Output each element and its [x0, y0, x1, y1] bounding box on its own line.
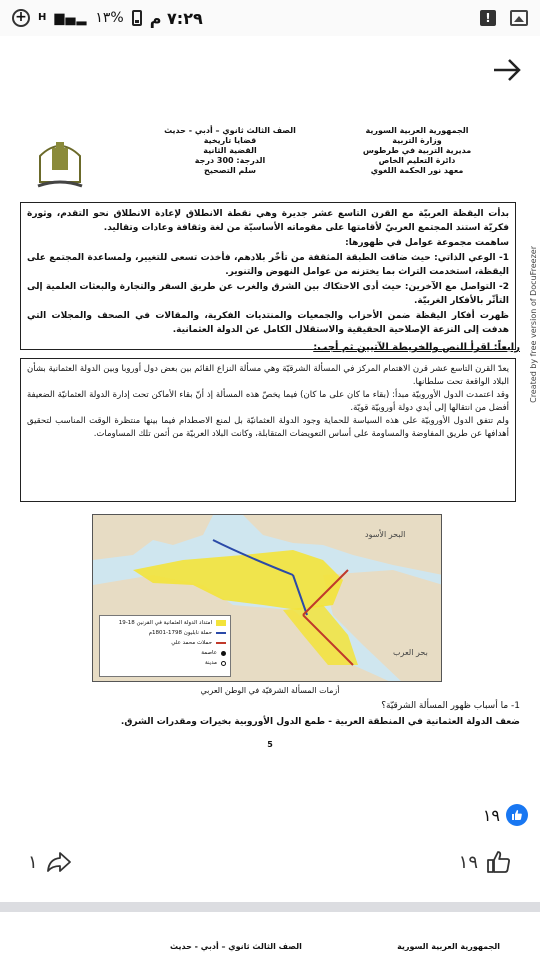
paragraph: ساهمت مجموعة عوامل في ظهورها:: [345, 238, 509, 248]
paragraph: يعدّ القرن التاسع عشر قرن الاهتمام المركز في المسألة الشرقيّة وهي مسألة النزاع القائم بين بعض دول أوروبا وبين الدولة العثمانية بشأن البلاد الواقعة تحت سلطانها.: [27, 364, 509, 387]
thumbs-up-icon: [486, 850, 512, 874]
paragraph: 1- الوعي الذاتي: حيث ضاقت الطبقة المثقفة من تأخّر بلادهم، فأخذت تسعى للتغيير، ولمساعدة المجتمع على اليقظة، استخدمت التراث بما يختزنه من عوامل النهوض والتنوير.: [27, 253, 509, 277]
institute-logo-icon: [30, 134, 90, 194]
alert-icon: !: [480, 10, 496, 26]
next-post-preview[interactable]: [0, 912, 540, 960]
map-legend: [99, 615, 231, 677]
reading-text-box: [20, 358, 516, 502]
paragraph: بدأت اليقظة العربيّة مع القرن التاسع عشر جديرة وهي نقطة الانطلاق لإعادة الانطلاق نحو التقدم، وثورة فكريّة استند المجتمع العربيّ لأقامتها على مقوماته الأساسيّة من لغة وثقافة وعادات وتقاليد.: [27, 209, 509, 233]
section-title: رابعاً: اقرأ النص والخريطة الآتيين ثم أجب:: [313, 342, 520, 353]
historical-map: [92, 514, 442, 682]
header-right: [332, 126, 502, 176]
next-header-right: الجمهورية العربية السورية: [397, 942, 500, 951]
paragraph: ظهرت أفكار اليقظة ضمن الأحزاب والجمعيات والمنتديات الفكرية، والمقالات في الصحف والمجلات التي هدفت إلى النزعة الإصلاحية الحقيقية والاستقلال الكامل عن الدولة العثمانية.: [27, 311, 509, 335]
document-header: [30, 126, 510, 196]
gallery-icon: [510, 10, 528, 26]
sea-label: البحر الأسود: [365, 530, 406, 539]
battery-icon: [132, 10, 142, 26]
header-line: الدرجة: 300 درجة: [194, 156, 266, 165]
status-right: [480, 10, 528, 26]
like-button[interactable]: [459, 850, 512, 874]
top-bar: [0, 36, 540, 106]
header-line: الصف الثالث ثانوي – أدبي - حديث: [164, 126, 296, 135]
header-line: سلم التصحيح: [204, 166, 256, 175]
like-count: ١٩: [482, 805, 500, 825]
forward-arrow-icon[interactable]: [492, 58, 522, 82]
paragraph: وقد اعتمدت الدول الأوروبيّة مبدأ: (بقاء ما كان على ما كان) فيما يخصّ هذه المسألة إذ أنّ بقاء الأماكن تحت إدارة الدولة العثمانيّة الضعيفة أفضل من انتقالها إلى أيدي دولة أوروبيّة قويّة.: [27, 390, 509, 413]
header-line: وزارة التربية: [392, 136, 442, 145]
legend-item: امتداد الدولة العثمانية في القرنين 18-19: [104, 618, 226, 628]
post-divider: [0, 902, 540, 912]
header-line: دائرة التعليم الخاص: [378, 156, 456, 165]
share-button[interactable]: [28, 851, 72, 873]
question-text: 1- ما أسباب ظهور المسألة الشرقيّة؟: [381, 701, 520, 711]
signal-icon: ▂▄▆: [54, 10, 88, 26]
share-count: ١: [28, 851, 38, 873]
map-caption: أزمات المسألة الشرقيّة في الوطن العربي: [200, 686, 340, 695]
side-watermark: Created by free version of DocuFreezer: [529, 246, 538, 403]
header-line: معهد نور الحكمة اللغوي: [370, 166, 464, 175]
post-actions: [0, 838, 540, 886]
answer-box: [20, 202, 516, 350]
answer-text: ضعف الدولة العثمانية في المنطقة العربية - طمع الدول الأوروبية بخيرات ومقدرات الشرق.: [120, 717, 520, 727]
data-saver-icon: +: [12, 9, 30, 27]
like-reaction-icon: [506, 804, 528, 826]
page-number: 5: [267, 740, 273, 749]
like-button-count: ١٩: [458, 851, 478, 873]
next-header-left: الصف الثالث ثانوي – أدبي - حديث: [170, 942, 302, 951]
legend-item: حملة نابليون 1798-1801م: [104, 628, 226, 638]
paragraph: ولم تتفق الدول الأوروبيّة على هذه السياسة للحماية وجود الدولة العثمانيّة بل لمنع الاصطدام فيما بينها منتظرة الوقت المناسب لتحقيق أهدافها عن طريق المفاوضة والمساومة على أساس التعويضات المتقابلة، وكانت البلاد العربيّة من أثمن تلك المساومات.: [27, 416, 509, 439]
status-bar: [0, 0, 540, 36]
share-icon: [46, 851, 72, 873]
paragraph: 2- التواصل مع الآخرين: حيث أدى الاحتكاك بين الشرق والغرب عن طريق السفر والتجارة والبعثات العلمية إلى التأثّر بالأفكار الغربيّة.: [27, 282, 509, 306]
reactions-summary[interactable]: [0, 800, 540, 830]
header-left: [160, 126, 300, 176]
header-line: القضية الثانية: [203, 146, 257, 155]
header-line: قضايا تاريخية: [203, 136, 257, 145]
document-image[interactable]: [0, 106, 540, 796]
like-summary[interactable]: [483, 804, 528, 826]
legend-item: عاصمة: [104, 648, 226, 658]
status-left: [12, 9, 203, 28]
status-time: ٧:٢٩ م: [149, 8, 203, 28]
legend-item: مدينة: [104, 658, 226, 668]
network-type: H: [38, 12, 47, 23]
battery-percent: %١٣: [95, 10, 124, 26]
header-line: الجمهورية العربية السورية: [365, 126, 469, 135]
sea-label: بحر العرب: [393, 648, 428, 657]
header-line: مديرية التربية في طرطوس: [362, 146, 472, 155]
legend-item: حملات محمد علي: [104, 638, 226, 648]
